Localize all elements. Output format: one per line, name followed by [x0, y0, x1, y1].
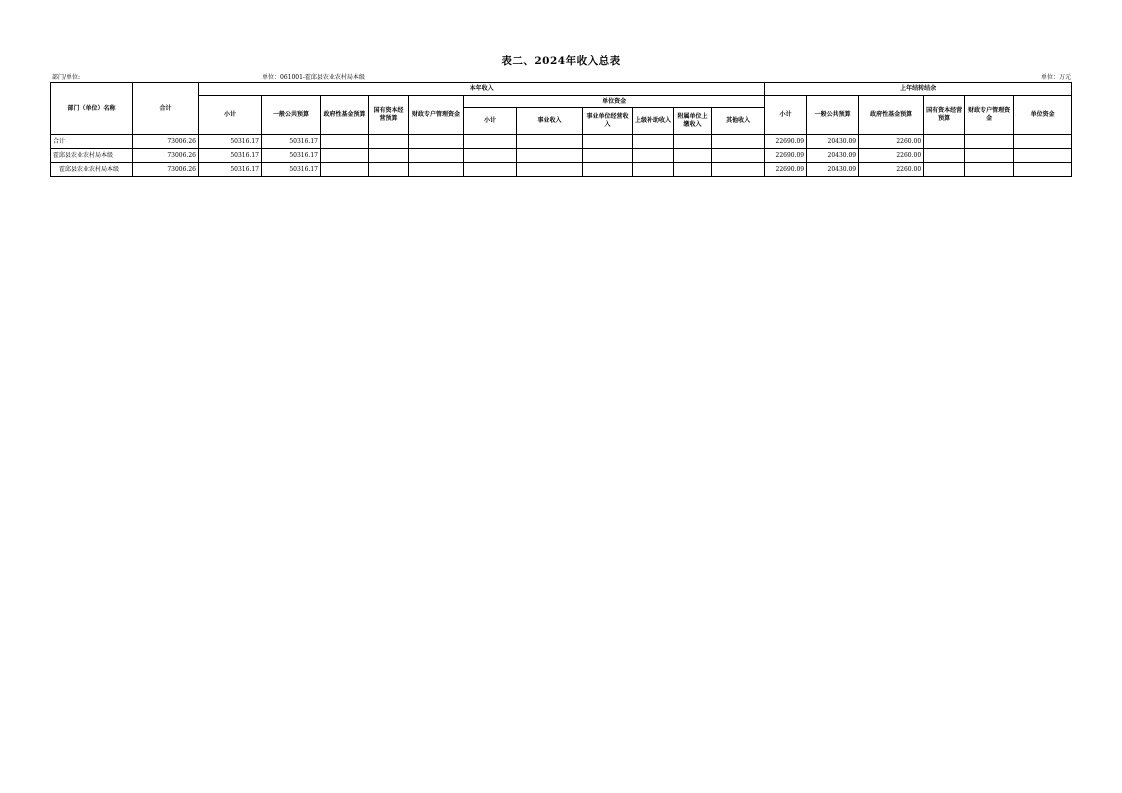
empty-cell [712, 135, 765, 149]
empty-cell [409, 163, 464, 177]
income-summary-table [50, 82, 1072, 177]
empty-cell [674, 135, 712, 149]
money-unit-label: 单位：万元 [1040, 74, 1071, 81]
empty-cell [583, 149, 633, 163]
row-co-general: 20430.09 [807, 135, 859, 149]
row-total: 73006.26 [133, 135, 199, 149]
header-total: 合计 [133, 83, 199, 135]
row-co-subtotal: 22690.09 [765, 149, 807, 163]
empty-cell [712, 149, 765, 163]
row-cur-general: 50316.17 [262, 135, 321, 149]
header-cur-fiscal-special: 财政专户管理资金 [409, 96, 464, 135]
row-co-general: 20430.09 [807, 149, 859, 163]
empty-cell [633, 163, 674, 177]
empty-cell [517, 163, 583, 177]
header-affiliated-income: 附属单位上缴收入 [674, 108, 712, 135]
empty-cell [674, 163, 712, 177]
row-cur-subtotal: 50316.17 [199, 149, 262, 163]
header-co-state-capital: 国有资本经营预算 [924, 96, 965, 135]
row-name: 霍邱县农业农村局本级 [51, 163, 133, 177]
header-co-unit-funds: 单位资金 [1014, 96, 1072, 135]
empty-cell [369, 135, 409, 149]
row-cur-general: 50316.17 [262, 149, 321, 163]
empty-cell [1014, 135, 1072, 149]
row-co-subtotal: 22690.09 [765, 163, 807, 177]
row-co-subtotal: 22690.09 [765, 135, 807, 149]
header-operating-income: 事业单位经营收入 [583, 108, 633, 135]
header-other-income: 其他收入 [712, 108, 765, 135]
header-co-general-budget: 一般公共预算 [807, 96, 859, 135]
empty-cell [583, 135, 633, 149]
empty-cell [409, 149, 464, 163]
row-cur-subtotal: 50316.17 [199, 135, 262, 149]
unit-label: 单位：061001-霍邱县农业农村局本级 [262, 74, 365, 81]
empty-cell [321, 163, 369, 177]
empty-cell [924, 135, 965, 149]
empty-cell [1014, 149, 1072, 163]
row-co-general: 20430.09 [807, 163, 859, 177]
empty-cell [583, 163, 633, 177]
empty-cell [633, 135, 674, 149]
table-row [51, 135, 1072, 149]
header-business-income: 事业收入 [517, 108, 583, 135]
empty-cell [464, 149, 517, 163]
empty-cell [1014, 163, 1072, 177]
row-name: 霍邱县农业农村局本级 [51, 149, 133, 163]
row-co-gov-fund: 2260.00 [859, 149, 924, 163]
empty-cell [321, 135, 369, 149]
empty-cell [409, 135, 464, 149]
table-row [51, 163, 1072, 177]
header-cur-subtotal: 小计 [199, 96, 262, 135]
empty-cell [924, 149, 965, 163]
empty-cell [633, 149, 674, 163]
empty-cell [674, 149, 712, 163]
row-cur-subtotal: 50316.17 [199, 163, 262, 177]
page-title: 表二、2024年收入总表 [501, 55, 621, 67]
empty-cell [712, 163, 765, 177]
header-co-gov-fund: 政府性基金预算 [859, 96, 924, 135]
row-co-gov-fund: 2260.00 [859, 163, 924, 177]
empty-cell [924, 163, 965, 177]
row-co-gov-fund: 2260.00 [859, 135, 924, 149]
header-cur-state-capital: 国有资本经营预算 [369, 96, 409, 135]
empty-cell [965, 163, 1014, 177]
header-cur-gov-fund: 政府性基金预算 [321, 96, 369, 135]
row-cur-general: 50316.17 [262, 163, 321, 177]
department-label: 部门/单位: [52, 74, 81, 81]
row-name: 合计 [51, 135, 133, 149]
header-co-subtotal: 小计 [765, 96, 807, 135]
header-unit-subtotal: 小计 [464, 108, 517, 135]
empty-cell [965, 149, 1014, 163]
empty-cell [517, 149, 583, 163]
header-current-year: 本年收入 [199, 83, 765, 96]
empty-cell [517, 135, 583, 149]
header-name: 部门（单位）名称 [51, 83, 133, 135]
empty-cell [369, 149, 409, 163]
header-superior-subsidy: 上级补助收入 [633, 108, 674, 135]
header-carryover: 上年结转结余 [765, 83, 1072, 96]
empty-cell [464, 163, 517, 177]
empty-cell [464, 135, 517, 149]
header-co-fiscal-special: 财政专户管理资金 [965, 96, 1014, 135]
empty-cell [369, 163, 409, 177]
row-total: 73006.26 [133, 149, 199, 163]
row-total: 73006.26 [133, 163, 199, 177]
empty-cell [965, 135, 1014, 149]
empty-cell [321, 149, 369, 163]
header-cur-general-budget: 一般公共预算 [262, 96, 321, 135]
header-unit-funds: 单位资金 [464, 96, 765, 108]
table-row [51, 149, 1072, 163]
